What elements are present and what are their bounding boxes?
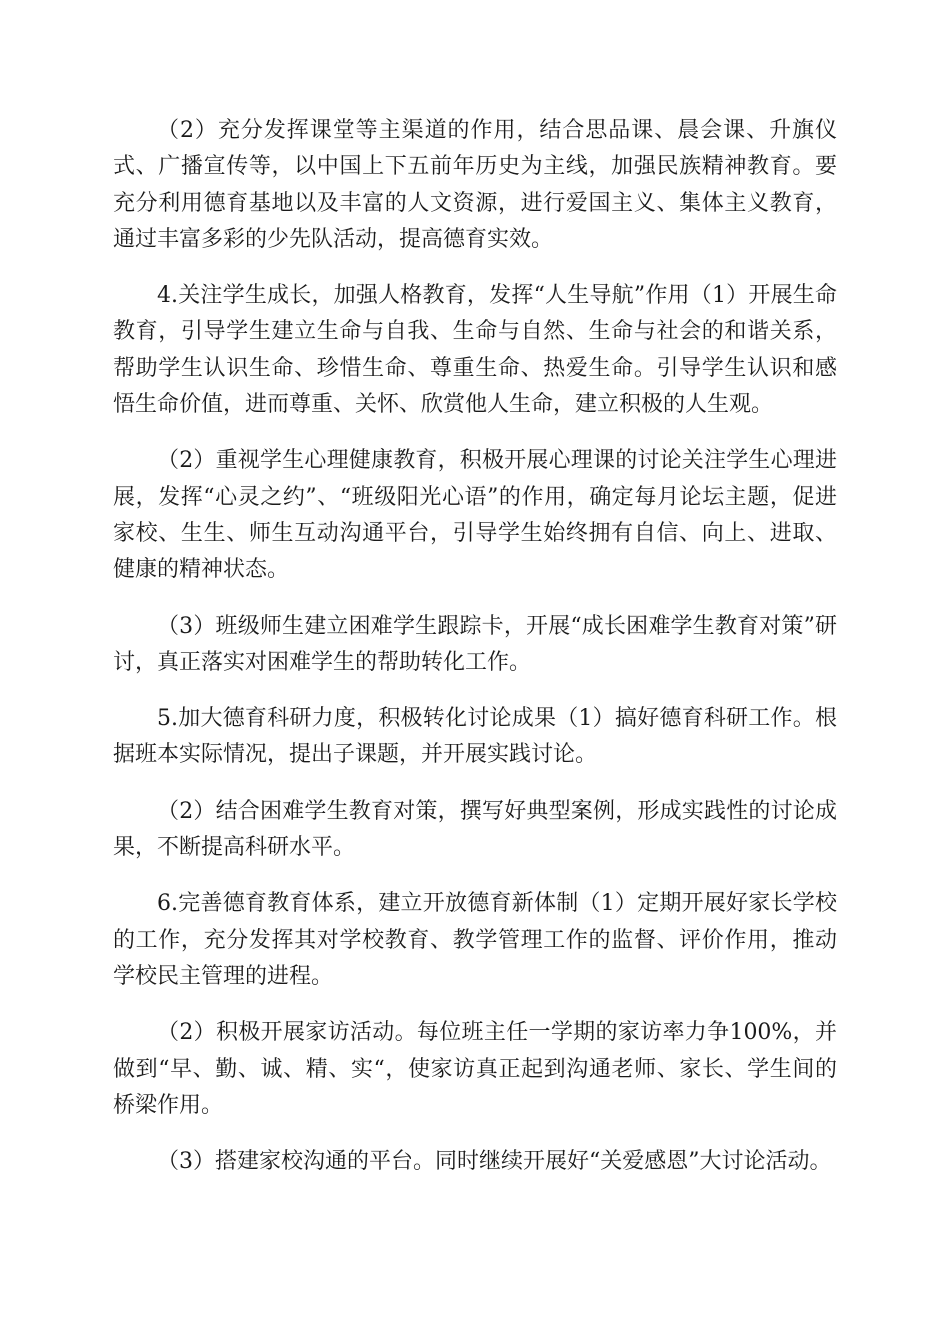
paragraph-2: 4.关注学生成长，加强人格教育，发挥“人生导航”作用（1）开展生命教育，引导学生建立生命与自我、生命与自然、生命与社会的和谐关系，帮助学生认识生命、珍惜生命、尊重生命、热爱生命。引导学生认识和感悟生命价值，进而尊重、关怀、欣赏他人生命，建立积极的人生观。 [113,283,837,418]
paragraph-9: （3）搭建家校沟通的平台。同时继续开展好“关爱感恩”大讨论活动。 [157,1149,832,1175]
paragraph-3: （2）重视学生心理健康教育，积极开展心理课的讨论关注学生心理进展，发挥“心灵之约”、“班级阳光心语”的作用，确定每月论坛主题，促进家校、生生、师生互动沟通平台，引导学生始终拥有自信、向上、进取、健康的精神状态。 [113,448,837,583]
paragraph-6: （2）结合困难学生教育对策，撰写好典型案例，形成实践性的讨论成果，不断提高科研水平。 [113,798,837,861]
paragraph-5: 5.加大德育科研力度，积极转化讨论成果（1）搞好德育科研工作。根据班本实际情况，提出子课题，并开展实践讨论。 [113,706,837,768]
paragraph-4: （3）班级师生建立困难学生跟踪卡，开展“成长困难学生教育对策”研讨，真正落实对困难学生的帮助转化工作。 [113,613,837,675]
paragraph-7: 6.完善德育教育体系，建立开放德育新体制（1）定期开展好家长学校的工作，充分发挥其对学校教育、教学管理工作的监督、评价作用，推动学校民主管理的进程。 [113,891,837,989]
document-body [113,113,837,1200]
paragraph-8: （2）积极开展家访活动。每位班主任一学期的家访率力争100%，并做到“早、勤、诚、精、实“，使家访真正起到沟通老师、家长、学生间的桥梁作用。 [113,1020,837,1118]
paragraph-1: （2）充分发挥课堂等主渠道的作用，结合思品课、晨会课、升旗仪式、广播宣传等，以中国上下五前年历史为主线，加强民族精神教育。要充分利用德育基地以及丰富的人文资源，进行爱国主义、集体主义教育，通过丰富多彩的少先队活动，提高德育实效。 [113,118,837,252]
